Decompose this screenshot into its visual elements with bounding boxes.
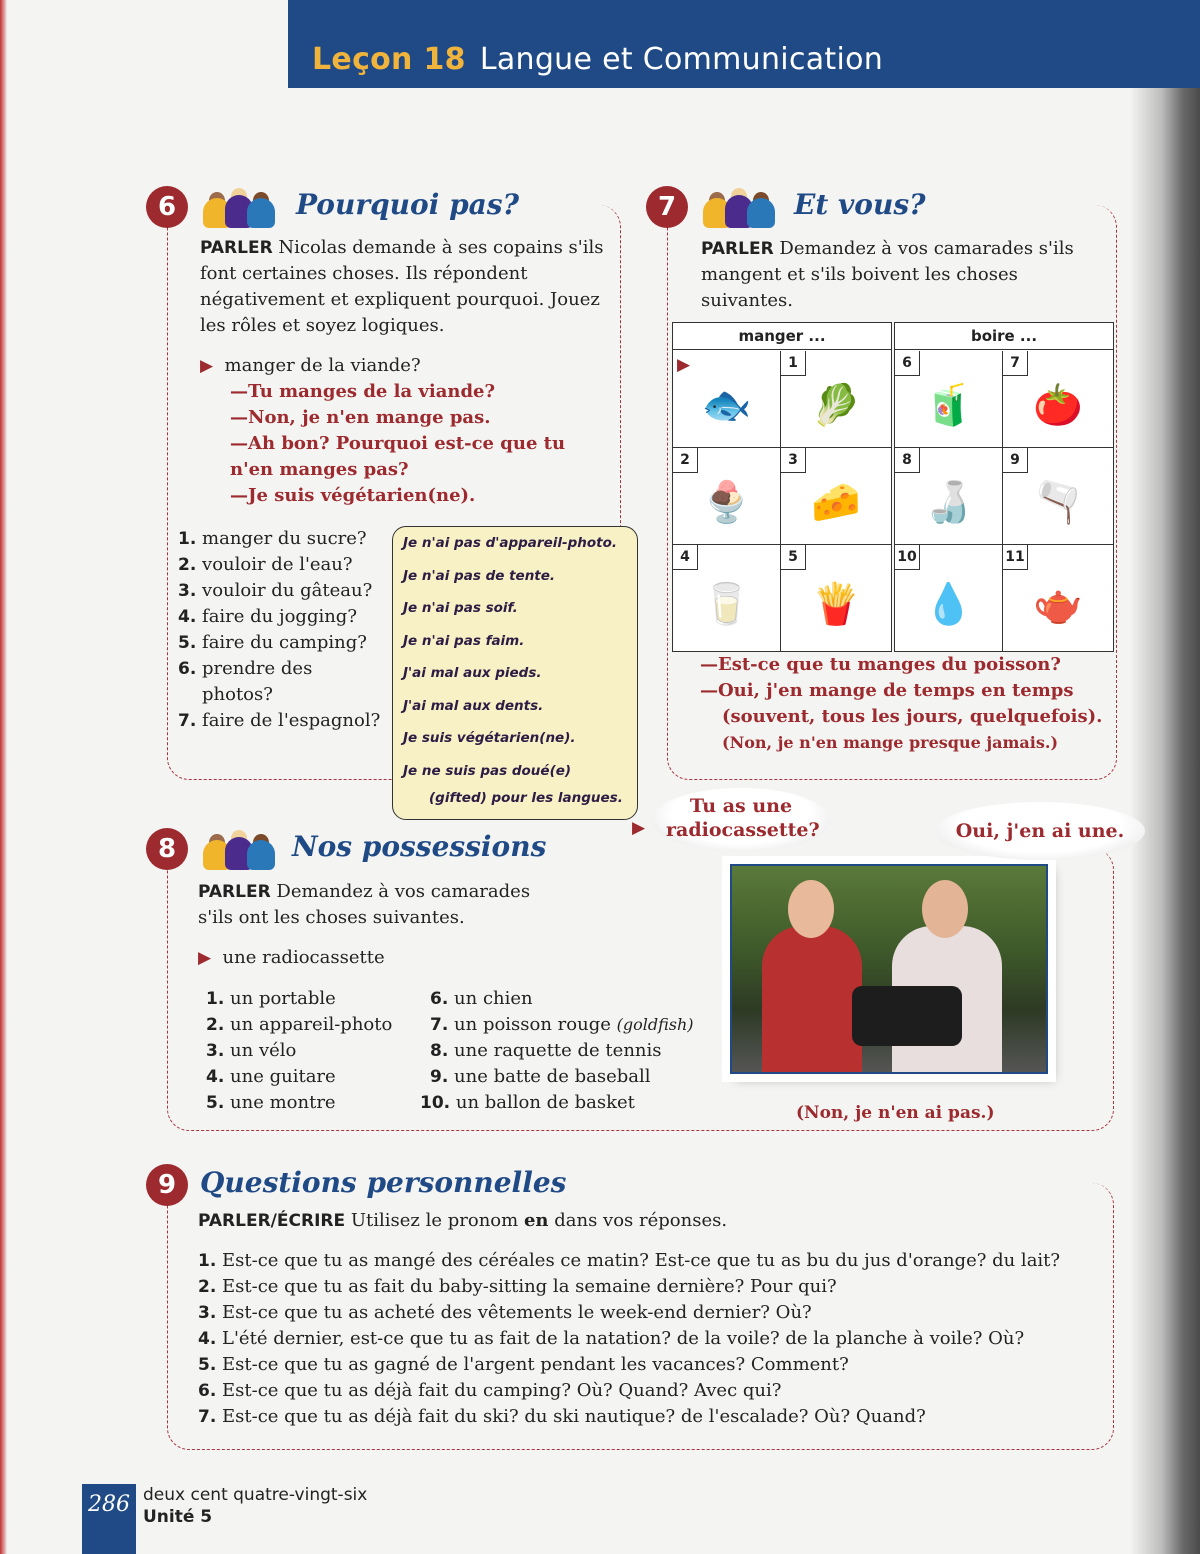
instruction-text: Demandez à vos camarades s'ils ont les choses suivantes. [198,881,531,928]
students-icon [203,188,275,228]
question-item: 4. L'été dernier, est-ce que tu as fait de la natation? de la voile? de la planche à voile? Où? [198,1328,1025,1349]
section-8-items-left [206,986,411,1116]
list-item: 10. un ballon de basket [420,1092,635,1113]
lesson-label: Leçon 18 [312,42,466,77]
orange-juice-bottle-icon: 🧃 [923,382,974,429]
model-prompt: une radiocassette [222,947,385,968]
water-pitcher-icon: 🫗 [1033,479,1083,526]
list-item: 4. faire du jogging? [178,606,357,627]
section-7-model [700,652,1110,756]
food-cell: 5 🍟 [781,545,891,651]
section-6-title: Pourquoi pas? [296,188,519,221]
list-item: 3. un vélo [206,1040,297,1061]
page-left-edge [0,0,7,1554]
students-radiocassette-photo [730,864,1048,1074]
food-cell: 3 🧀 [781,448,891,545]
reason: Je suis végétarien(ne). [403,730,576,746]
section-6-model [200,353,610,509]
list-item: 3. vouloir du gâteau? [178,580,373,601]
ice-cream-icon: 🍨 [701,479,752,526]
list-item: 5. une montre [206,1092,336,1113]
list-item: 1. manger du sucre? [178,528,367,549]
reason: Je ne suis pas doué(e) [403,762,572,779]
fish-plate-icon: 🐟 [701,382,752,429]
question-item: 6. Est-ce que tu as déjà fait du camping? Où? Quand? Avec qui? [198,1380,782,1401]
lesson-header [288,0,1200,88]
model-prompt: manger de la viande? [224,355,421,376]
section-6-items [178,526,388,734]
reasons-box [392,526,638,820]
page-number-words: deux cent quatre-vingt-six [143,1485,368,1505]
section-8-number: 8 [146,828,188,870]
yogurt-icon: 🥛 [701,581,752,628]
drink-cell: 11 🫖 [1003,545,1113,651]
fries-icon: 🍟 [811,581,861,628]
instruction-tag: PARLER [198,882,271,902]
model-line: —Non, je n'en mange pas. [230,407,491,428]
model-line: (souvent, tous les jours, quelquefois). [722,706,1103,727]
boire-header: boire ... [895,323,1113,350]
list-item: 7. faire de l'espagnol? [178,710,381,731]
teapot-icon: 🫖 [1033,581,1083,628]
lettuce-icon: 🥬 [811,382,861,429]
students-icon [703,188,775,228]
food-cell: 1 🥬 [781,351,891,448]
food-cell [673,351,781,448]
model-line: —Je suis végétarien(ne). [230,485,476,506]
manger-grid [672,322,892,652]
drink-cell: 6 🧃 [895,351,1003,448]
cheese-icon: 🧀 [811,479,861,526]
manger-header: manger ... [673,323,891,350]
section-9-title: Questions personnelles [200,1166,567,1199]
model-line: (Non, je n'en mange presque jamais.) [722,733,1059,752]
speech-bubble-question: Tu as une radiocassette? [652,788,830,852]
instruction-text: Demandez à vos camarades s'ils mangent et s'ils boivent les choses suivantes. [701,238,1074,311]
section-9-number: 9 [146,1164,188,1206]
instruction-text: Nicolas demande à ses copains s'ils font certaines choses. Ils répondent négativement et expliquent pourquoi. Jouez les rôles et soyez logiques. [200,237,604,336]
reason: J'ai mal aux dents. [403,697,544,714]
list-item: 1. un portable [206,988,336,1009]
book-gutter-shadow [1130,0,1200,1554]
reason: Je n'ai pas faim. [403,632,525,649]
list-item: 6. prendre des photos? [178,658,313,705]
section-8-title: Nos possessions [292,830,547,863]
list-item: 9. une batte de baseball [430,1066,651,1087]
mineral-water-icon: 💧 [923,581,974,628]
play-triangle-icon: ▶ [200,356,214,376]
boire-grid [894,322,1114,652]
instruction-tag: PARLER [200,238,273,258]
students-icon [203,830,275,870]
tomato-juice-bottle-icon: 🍅 [1033,382,1083,429]
speech-bubble-answer: Oui, j'en ai une. [935,802,1145,860]
question-item: 3. Est-ce que tu as acheté des vêtements le week-end dernier? Où? [198,1302,812,1323]
question-item: 2. Est-ce que tu as fait du baby-sitting la semaine dernière? Pour qui? [198,1276,837,1297]
section-7-number: 7 [646,186,688,228]
reason: Je n'ai pas soif. [403,600,518,616]
drink-cell: 8 🍶 [895,448,1003,545]
reason: Je n'ai pas d'appareil-photo. [403,535,617,551]
question-item: 7. Est-ce que tu as déjà fait du ski? du ski nautique? de l'escalade? Où? Quand? [198,1406,926,1427]
list-item: 5. faire du camping? [178,632,367,653]
instruction-tag: PARLER [701,239,774,259]
drink-cell: 9 🫗 [1003,448,1113,545]
page-number: 286 [82,1484,136,1554]
list-item: 7. un poisson rouge (goldfish) [430,1014,694,1035]
section-6-number: 6 [146,186,188,228]
model-line: —Oui, j'en mange de temps en temps [700,680,1074,701]
play-triangle-icon: ▶ [632,818,646,838]
unit-label: Unité 5 [143,1507,213,1527]
reason: Je n'ai pas de tente. [403,567,556,584]
section-8-instruction [198,879,558,931]
section-8-items-right [420,986,720,1116]
drink-cell: 10 💧 [895,545,1003,651]
example-triangle-icon: ▶ [677,355,691,375]
section-6-instruction [200,235,610,339]
drink-cell: 7 🍅 [1003,351,1113,448]
section-9-instruction: PARLER/ÉCRIRE Utilisez le pronom en dans vos réponses. [198,1210,728,1231]
list-item: 4. une guitare [206,1066,336,1087]
food-cell: 4 🥛 [673,545,781,651]
reason: J'ai mal aux pieds. [403,665,542,681]
question-item: 1. Est-ce que tu as mangé des céréales ce matin? Est-ce que tu as bu du jus d'orange? du lait? [198,1250,1061,1271]
footer-text [143,1484,367,1528]
reason: (gifted) pour les langues. [429,790,623,806]
section-9-items [198,1248,1098,1430]
section-7-title: Et vous? [794,188,926,221]
radiocassette-icon [852,986,962,1046]
list-item: 8. une raquette de tennis [430,1040,662,1061]
list-item: 6. un chien [430,988,533,1009]
play-triangle-icon: ▶ [198,948,212,968]
list-item: 2. un appareil-photo [206,1014,393,1035]
instruction-tag: PARLER/ÉCRIRE [198,1211,346,1231]
section-7-instruction [701,236,1111,314]
food-cell: 2 🍨 [673,448,781,545]
section-8-model [198,945,385,971]
negative-answer: (Non, je n'en ai pas.) [796,1103,995,1123]
model-line: —Est-ce que tu manges du poisson? [700,654,1061,675]
lesson-title: Langue et Communication [479,42,884,77]
model-line: —Tu manges de la viande? [230,381,496,402]
model-line: —Ah bon? Pourquoi est-ce que tu n'en manges pas? [230,433,566,480]
bottle-icon: 🍶 [923,479,974,526]
list-item: 2. vouloir de l'eau? [178,554,353,575]
header-title [312,42,883,77]
question-item: 5. Est-ce que tu as gagné de l'argent pendant les vacances? Comment? [198,1354,849,1375]
